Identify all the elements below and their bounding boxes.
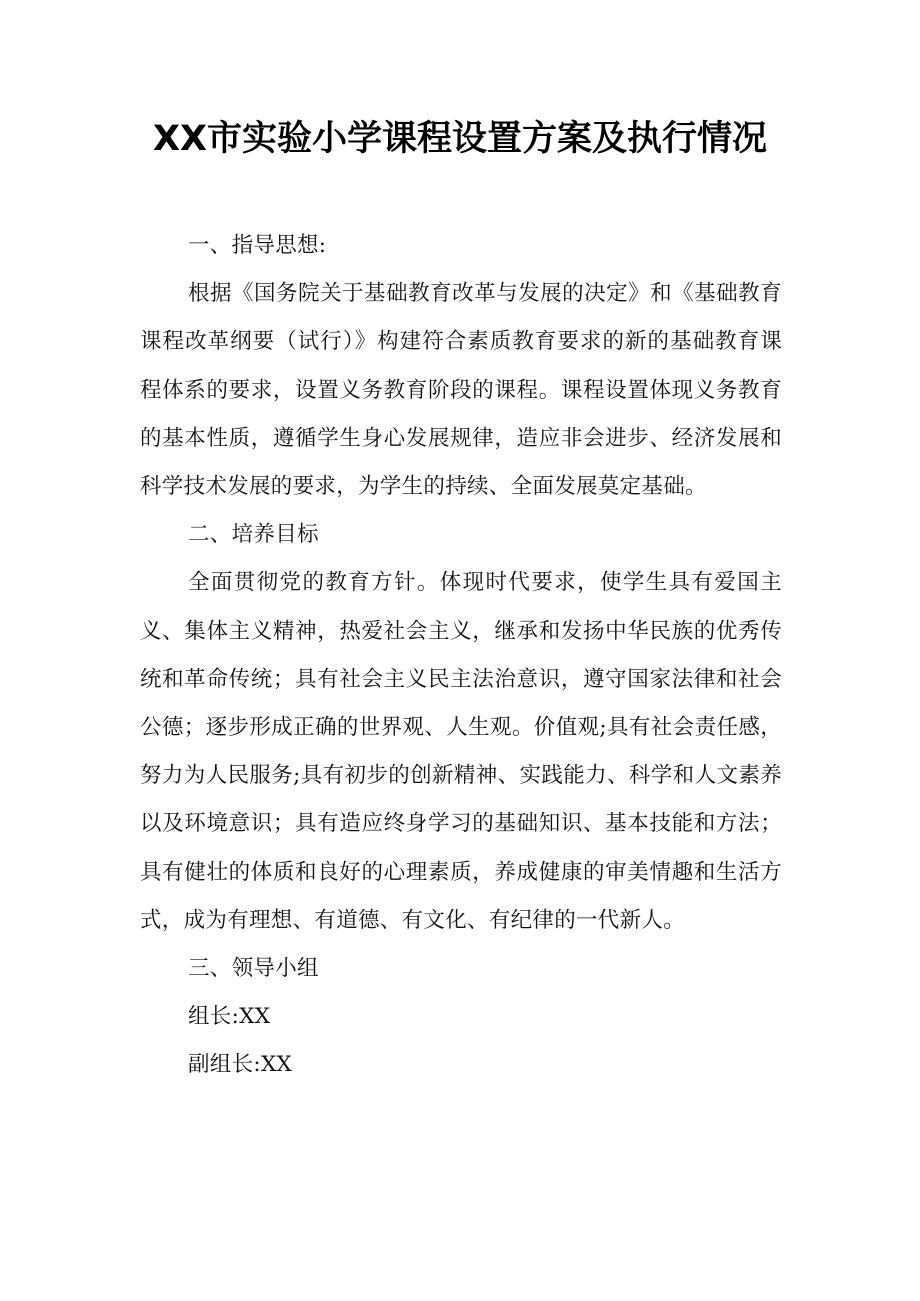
document-body — [140, 222, 782, 1090]
section-paragraph-training-goals: 全面贯彻党的教育方针。体现时代要求，使学生具有爱国主义、集体主义精神，热爱社会主义，继承和发扬中华民族的优秀传统和革命传统；具有社会主义民主法治意识，遵守国家法律和社会公德；逐步形成正确的世界观、人生观。价值观;具有社会责任感，努力为人民服务;具有初步的创新精神、实践能力、科学和人文素养以及环境意识；具有造应终身学习的基础知识、基本技能和方法；具有健壮的体质和良好的心理素质，养成健康的审美情趣和生活方式，成为有理想、有道德、有文化、有纪律的一代新人。 — [140, 570, 782, 933]
section-heading-guiding-ideology: 一、指导思想: — [188, 233, 327, 258]
deputy-leader-line: 副组长:XX — [188, 1052, 293, 1078]
leader-line: 组长:XX — [188, 1004, 271, 1030]
section-heading-training-goals: 二、培养目标 — [188, 522, 319, 548]
section-heading-leadership-group: 三、领导小组 — [188, 956, 319, 982]
document-title: XX市实验小学课程设置方案及执行情况 — [153, 119, 767, 159]
section-paragraph-guiding-ideology: 根据《国务院关于基础教育改革与发展的决定》和《基础教育课程改革纲要（试行）》构建符合素质教育要求的新的基础教育课程体系的要求，设置义务教育阶段的课程。课程设置体现义务教育的基本性质，遵循学生身心发展规律，造应非会进步、经济发展和科学技术发展的要求，为学生的持续、全面发展莫定基础。 — [140, 281, 782, 500]
